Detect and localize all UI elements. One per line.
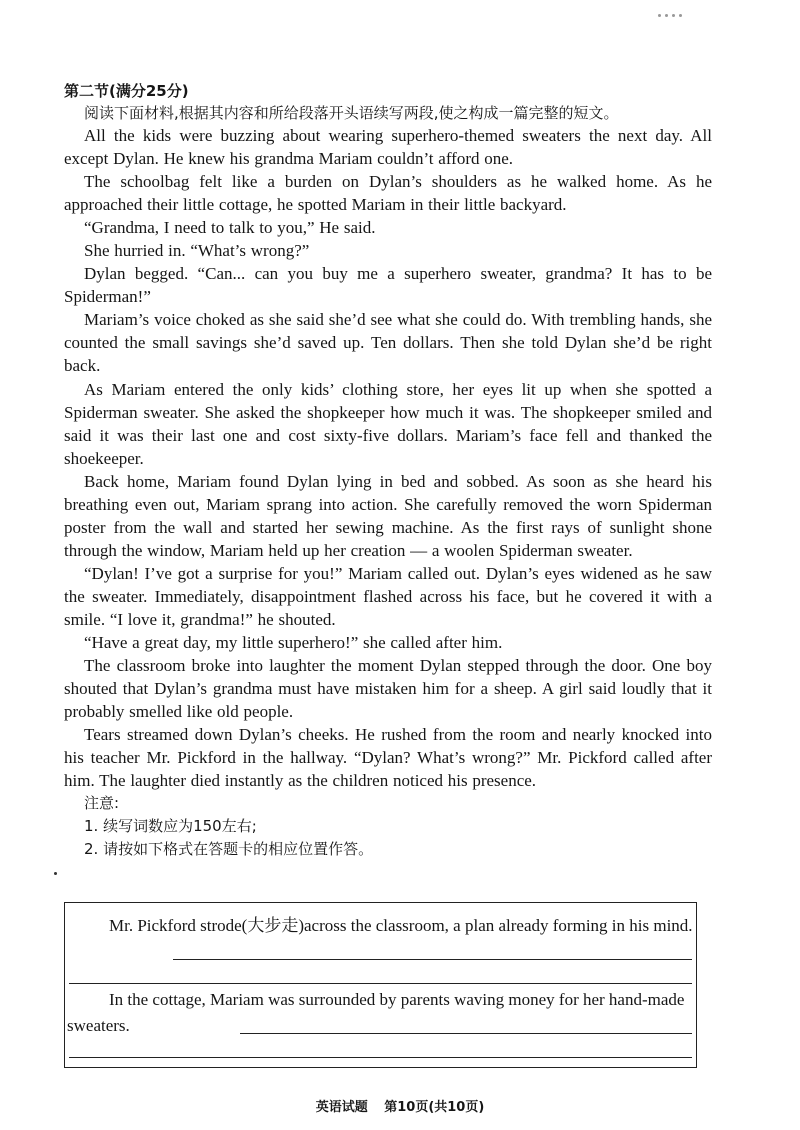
answer-box: [64, 902, 697, 1068]
notes-section: [64, 792, 712, 860]
page-footer: [0, 1096, 800, 1115]
story-paragraph: “Grandma, I need to talk to you,” He said.: [84, 218, 376, 238]
paragraph-opener-2: In the cottage, Mariam was surrounded by parents waving money for her hand-made sweaters.: [67, 990, 685, 1035]
footer-subject: 英语试题: [315, 1100, 368, 1115]
notes-heading: 注意:: [84, 794, 120, 813]
story-paragraph: All the kids were buzzing about wearing superhero-themed sweaters the next day. All except Dylan. He knew his grandma Mariam couldn’t afford one.: [64, 126, 712, 169]
story-paragraph: The schoolbag felt like a burden on Dylan’s shoulders as he walked home. As he approached their little cottage, he spotted Mariam in their little backyard.: [64, 172, 712, 215]
story-paragraph: The classroom broke into laughter the moment Dylan stepped through the door. One boy shouted that Dylan’s grandma must have mistaken him for a sheep. A girl said loudly that it probably smelled like old people.: [64, 656, 712, 722]
story-paragraph: “Have a great day, my little superhero!” she called after him.: [84, 633, 503, 653]
stray-dot: [54, 872, 57, 875]
story-passage: [64, 124, 712, 792]
story-paragraph: Mariam’s voice choked as she said she’d see what she could do. With trembling hands, she counted the small savings she’d saved up. Ten dollars. Then she told Dylan she’d be right back.: [64, 310, 712, 376]
paragraph-opener-1: Mr. Pickford strode(大步走)across the classroom, a plan already forming in his mind.: [109, 916, 693, 935]
writing-line[interactable]: [69, 983, 692, 984]
scan-mark-dots: [658, 14, 682, 18]
writing-line[interactable]: [240, 1033, 692, 1034]
story-paragraph: Dylan begged. “Can... can you buy me a superhero sweater, grandma? It has to be Spiderman!”: [64, 264, 712, 307]
notes-item: 1. 续写词数应为150左右;: [84, 817, 257, 836]
story-paragraph: “Dylan! I’ve got a surprise for you!” Mariam called out. Dylan’s eyes widened as he saw the sweater. Immediately, disappointment flashed across his face, but he covered it with a smile. “I love it, grandma!” he shouted.: [64, 563, 712, 629]
story-paragraph: Back home, Mariam found Dylan lying in bed and sobbed. As soon as she heard his breathing even out, Mariam sprang into action. She carefully removed the worn Spiderman poster from the wall and started her sewing machine. As the first rays of sunlight shone through the window, Mariam held up her creation — a woolen Spiderman sweater.: [64, 471, 712, 560]
footer-page-number: 第10页(共10页): [384, 1100, 485, 1115]
section-title: 第二节(满分25分): [64, 82, 189, 100]
writing-line[interactable]: [173, 959, 692, 960]
writing-line[interactable]: [69, 1057, 692, 1058]
instruction-text: 阅读下面材料,根据其内容和所给段落开头语续写两段,使之构成一篇完整的短文。: [84, 104, 619, 122]
story-paragraph: She hurried in. “What’s wrong?”: [84, 241, 310, 261]
story-paragraph: Tears streamed down Dylan’s cheeks. He rushed from the room and nearly knocked into his teacher Mr. Pickford in the hallway. “Dylan? What’s wrong?” Mr. Pickford called after him. The laughter died instantly as the children noticed his presence.: [64, 725, 712, 791]
story-paragraph: As Mariam entered the only kids’ clothing store, her eyes lit up when she spotted a Spiderman sweater. She asked the shopkeeper how much it was. The shopkeeper smiled and said it was their last one and cost sixty-five dollars. Mariam’s face fell and thanked the shoekeeper.: [64, 379, 712, 468]
exam-page-content: [64, 80, 712, 861]
notes-item: 2. 请按如下格式在答题卡的相应位置作答。: [84, 839, 374, 858]
